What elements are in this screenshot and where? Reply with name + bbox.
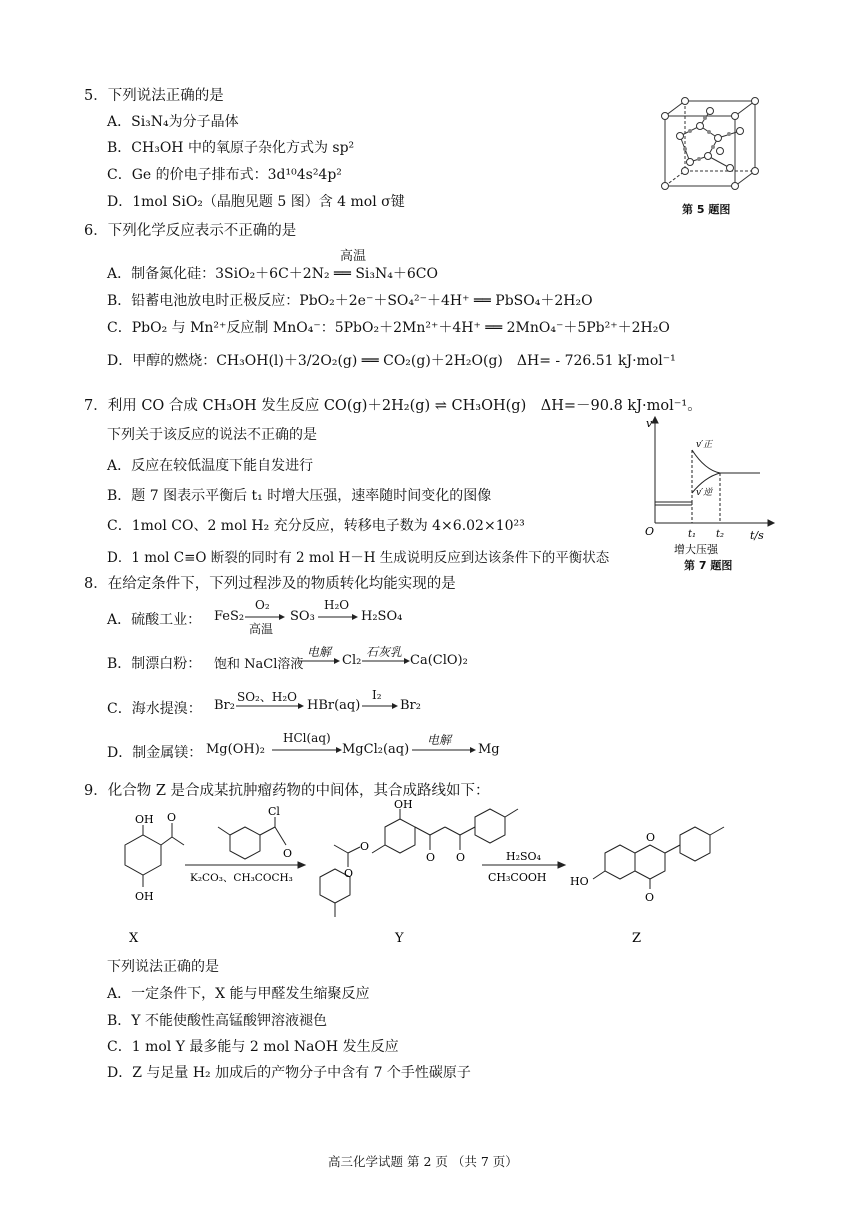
q8-stem: 8．在给定条件下，下列过程涉及的物质转化均能实现的是 [84,576,456,592]
q7-option-d: D．1 mol C≡O 断裂的同时有 2 mol H－H 生成说明反应到达该条件下的平衡状态 [107,550,610,566]
q9-y-o3: O [360,840,370,853]
q8-b-arrow2 [362,658,410,664]
q9-option-d: D．Z 与足量 H₂ 加成后的产物分子中含有 7 个手性碳原子 [107,1065,471,1081]
q8-a-s3: H₂SO₄ [361,609,403,624]
q7-graph-v-reverse: v′逆 [696,488,713,498]
q9-reagent2b: CH₃COOH [488,871,547,884]
q5-option-c: C．Ge 的价电子排布式：3d¹⁰4s²4p² [107,167,342,183]
q9-stem: 9．化合物 Z 是合成某抗肿瘤药物的中间体，其合成路线如下： [84,783,490,799]
q6-option-c: C．PbO₂ 与 Mn²⁺反应制 MnO₄⁻：5PbO₂＋2Mn²⁺＋4H⁺ ══ 2MnO₄⁻＋5Pb²⁺＋2H₂O [107,320,670,336]
q8-a-s2: SO₃ [290,609,315,624]
q7-sub: 下列关于该反应的说法不正确的是 [107,427,317,443]
q8-c-s1: Br₂ [214,698,235,713]
q5-option-a: A．Si₃N₄为分子晶体 [107,114,239,130]
q8-c-arrow1 [236,703,304,709]
q8-a-c1-top: O₂ [255,598,270,612]
q8-d-s2: MgCl₂(aq) [342,742,410,757]
q5-option-b: B．CH₃OH 中的氧原子杂化方式为 sp² [107,140,355,156]
q8-d-c1-top: HCl(aq) [283,731,331,745]
q8-a-c2-top: H₂O [324,598,350,612]
q8-c-c1-top: SO₂、H₂O [237,690,297,704]
q8-b-c2-top: 石灰乳 [366,645,403,659]
q8-c-s3: Br₂ [400,698,421,713]
q9-option-b: B．Y 不能使酸性高锰酸钾溶液褪色 [107,1013,327,1029]
q8-b-s2: Cl₂ [342,653,362,668]
q9-y-o1: O [426,851,436,864]
q8-b-s3: Ca(ClO)₂ [410,653,468,668]
q5-figure-caption: 第 5 题图 [682,203,731,216]
q6-option-a: A．制备氮化硅：3SiO₂＋6C＋2N₂ ══ Si₃N₄＋6CO [107,266,438,282]
page-footer: 高三化学试题 第 2 页 （共 7 页） [328,1154,518,1169]
q7-graph-t1: t₁ [688,529,697,540]
q8-c-s2: HBr(aq) [307,698,361,713]
q9-z-o-carbonyl: O [645,891,655,904]
q7-option-b: B．题 7 图表示平衡后 t₁ 时增大压强，速率随时间变化的图像 [107,488,492,504]
q8-d-s1: Mg(OH)₂ [206,742,265,757]
q9-reagent2a: H₂SO₄ [506,850,541,863]
q8-b-c1-top: 电解 [307,645,332,659]
q7-graph-t2: t₂ [716,529,725,540]
q8-d-arrow2 [412,747,476,753]
q6-condition: 高温 [340,249,367,264]
q9-reaction-scheme [100,798,750,955]
q9-reagent-o: O [283,847,293,860]
q6-option-d: D．甲醇的燃烧：CH₃OH(l)＋3/2O₂(g) ══ CO₂(g)＋2H₂O(g) ΔH= - 726.51 kJ·mol⁻¹ [107,353,676,369]
q7-rate-graph [640,415,780,560]
q9-y-o2: O [456,851,466,864]
q7-graph-y-axis: v [646,417,653,430]
q6-option-b: B．铅蓄电池放电时正极反应：PbO₂＋2e⁻＋SO₄²⁻＋4H⁺ ══ PbSO₄＋2H₂O [107,293,593,309]
q8-b-s1: 饱和 NaCl溶液 [214,657,304,672]
q9-x-o: O [167,811,177,824]
q9-label-z: Z [632,931,642,946]
q9-label-y: Y [395,931,404,946]
q8-c-arrow2 [362,703,398,709]
q9-reagent1: K₂CO₃、CH₃COCH₃ [190,872,293,884]
q8-d-c2-top: 电解 [427,733,452,747]
q7-option-a: A．反应在较低温度下能自发进行 [107,458,314,474]
q7-figure-caption: 第 7 题图 [684,559,733,572]
q7-option-c: C．1mol CO、2 mol H₂ 充分反应，转移电子数为 4×6.02×10²³ [107,518,525,534]
q8-d-s3: Mg [478,742,500,757]
q8-a-c1-bot: 高温 [249,622,274,636]
q9-z-ho: HO [570,875,589,888]
q8-c-c2-top: I₂ [372,688,382,702]
q8-c-label: C．海水提溴： [107,701,202,717]
q8-d-label: D．制金属镁： [107,745,203,761]
q7-stem: 7．利用 CO 合成 CH₃OH 发生反应 CO(g)＋2H₂(g) ⇌ CH₃OH(g) ΔH=－90.8 kJ·mol⁻¹。 [84,398,702,414]
q9-y-o4: O [344,867,354,880]
q9-x-oh-bottom: OH [135,890,154,903]
q9-sub: 下列说法正确的是 [107,959,219,975]
q9-option-c: C．1 mol Y 最多能与 2 mol NaOH 发生反应 [107,1039,399,1055]
q9-option-a: A．一定条件下，X 能与甲醛发生缩聚反应 [107,986,370,1002]
q7-graph-x-axis: t/s [750,529,764,542]
q5-crystal-figure [660,96,770,196]
q7-graph-origin: O [645,525,655,538]
q9-reagent-cl: Cl [268,805,280,818]
q7-graph-annotation: 增大压强 [674,543,718,556]
q9-label-x: X [129,931,139,946]
q8-b-label: B．制漂白粉： [107,656,202,672]
q6-stem: 6．下列化学反应表示不正确的是 [84,223,297,239]
q9-y-oh: OH [394,798,413,811]
q9-x-oh-top: OH [135,813,154,826]
q5-stem: 5．下列说法正确的是 [84,88,224,104]
q8-b-arrow1 [298,658,340,664]
q7-graph-v-forward: v′正 [696,440,713,450]
q8-a-label: A．硫酸工业： [107,612,202,628]
q8-a-s1: FeS₂ [214,609,245,624]
q8-a-arrow2 [318,614,358,620]
q5-option-d: D．1mol SiO₂（晶胞见题 5 图）含 4 mol σ键 [107,194,405,210]
q8-d-arrow1 [272,747,342,753]
q9-z-o-ring: O [646,831,656,844]
